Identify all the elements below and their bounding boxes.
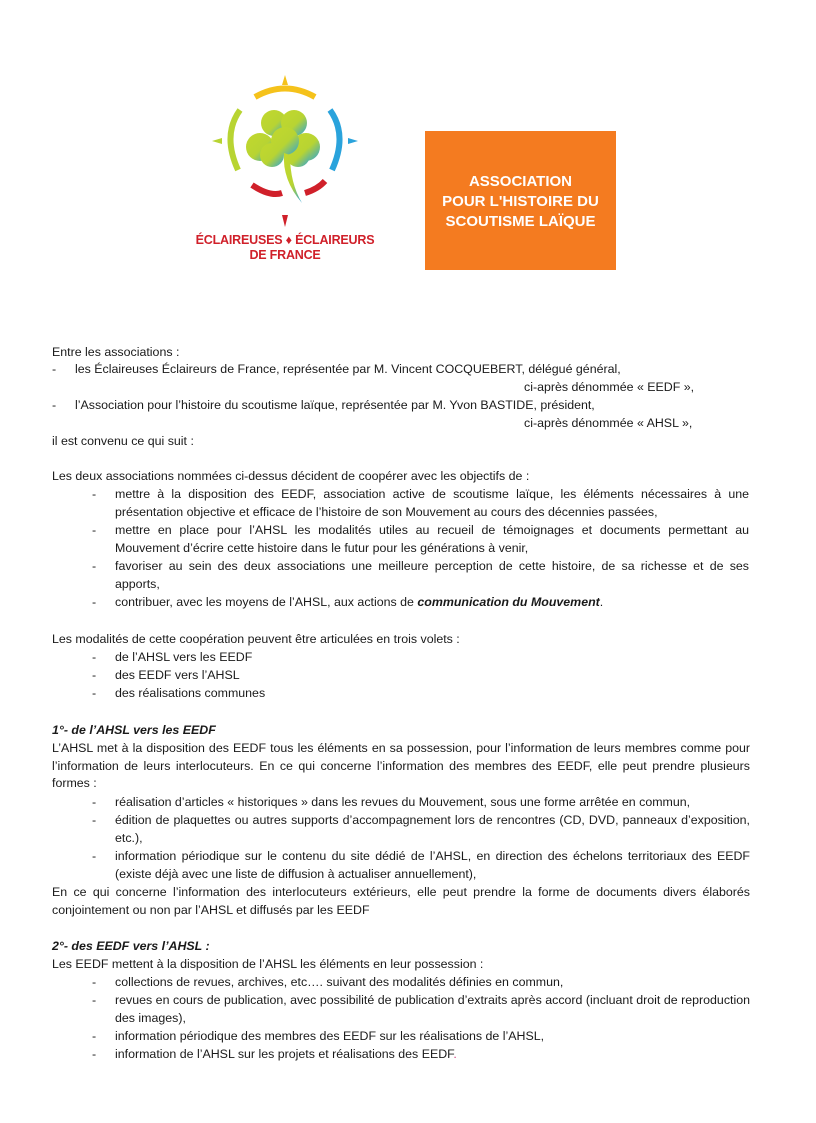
bullet-dash: -	[92, 595, 97, 609]
bullet-dash: -	[92, 650, 97, 664]
bullet-dash: -	[92, 1047, 97, 1061]
bullet-dash: -	[52, 362, 57, 376]
modality-item: des réalisations communes	[115, 686, 266, 700]
bullet-dash: -	[92, 1029, 97, 1043]
section2-last-mark: .	[453, 1047, 457, 1061]
objective-item: mettre à la disposition des EEDF, association active de scoutisme laïque, les éléments nécessaires à une présentation objective et efficace de l’histoire de son Mouvement au cours des décennies passées,	[115, 487, 749, 519]
intro-between: Entre les associations :	[52, 345, 180, 359]
bullet-dash: -	[52, 398, 57, 412]
objectives-lead: Les deux associations nommées ci-dessus décident de coopérer avec les objectifs de :	[52, 469, 530, 483]
objective-item: favoriser au sein des deux associations une meilleure perception de cette histoire, de sa richesse et de ses apports,	[115, 559, 749, 591]
eedf-name-line2: DE FRANCE	[249, 248, 321, 262]
bullet-dash: -	[92, 668, 97, 682]
ahsl-logo	[425, 131, 616, 270]
section1-intro: L’AHSL met à la disposition des EEDF tous les éléments en sa possession, pour l’information de leurs membres comme pour l’information de leurs interlocuteurs. En ce qui concerne l’information des membres des EEDF, elle peut prendre plusieurs formes :	[52, 741, 750, 790]
section2-item: revues en cours de publication, avec possibilité de publication d’extraits après accord (incluant droit de reproduction des images),	[115, 993, 750, 1025]
bullet-dash: -	[92, 559, 97, 573]
ahsl-logo-line3: SCOUTISME LAÏQUE	[445, 212, 596, 230]
bullet-dash: -	[92, 849, 97, 863]
eedf-name-line1: ÉCLAIREUSES ♦ ÉCLAIREURS	[195, 233, 375, 247]
objective-last-suffix: .	[599, 595, 604, 609]
objective-last-prefix: contribuer, avec les moyens de l’AHSL, aux actions de	[115, 595, 418, 609]
bullet-dash: -	[92, 993, 97, 1007]
bullet-dash: -	[92, 523, 97, 537]
party1-alias: ci-après dénommée « EEDF »,	[524, 380, 695, 394]
eedf-name	[190, 233, 380, 263]
modalities-lead: Les modalités de cette coopération peuvent être articulées en trois volets :	[52, 632, 460, 646]
eedf-logo	[190, 75, 380, 275]
section2-item-last	[115, 1046, 457, 1064]
section2-item: collections de revues, archives, etc…. suivant des modalités définies en commun,	[115, 975, 564, 989]
section2-title: 2°- des EEDF vers l’AHSL :	[52, 939, 210, 953]
party2-text: l’Association pour l’histoire du scoutisme laïque, représentée par M. Yvon BASTIDE, président,	[75, 398, 595, 412]
section1-item: réalisation d’articles « historiques » dans les revues du Mouvement, sous une forme arrêtée en commun,	[115, 795, 691, 809]
objective-item: mettre en place pour l’AHSL les modalités utiles au recueil de témoignages et documents permettant au Mouvement d’écrire cette histoire dans le futur pour les générations à venir,	[115, 523, 749, 555]
section2-last-text: information de l’AHSL sur les projets et réalisations des EEDF	[115, 1047, 454, 1061]
bullet-dash: -	[92, 975, 97, 989]
section1-item: édition de plaquettes ou autres supports d’accompagnement lors de rencontres (CD, DVD, panneaux d’exposition, etc.),	[115, 813, 750, 845]
compass-clover-icon	[210, 75, 360, 230]
section1-outro: En ce qui concerne l’information des interlocuteurs extérieurs, elle peut prendre la forme de documents divers élaborés conjointement ou non par l’AHSL et diffusés par les EEDF	[52, 885, 750, 917]
bullet-dash: -	[92, 795, 97, 809]
bullet-dash: -	[92, 813, 97, 827]
modality-item: des EEDF vers l’AHSL	[115, 668, 240, 682]
section2-item: information périodique des membres des EEDF sur les réalisations de l’AHSL,	[115, 1029, 545, 1043]
party1-text: les Éclaireuses Éclaireurs de France, représentée par M. Vincent COCQUEBERT, délégué général,	[75, 362, 621, 376]
modality-item: de l’AHSL vers les EEDF	[115, 650, 253, 664]
ahsl-logo-line1: ASSOCIATION	[468, 172, 573, 190]
party2-alias: ci-après dénommée « AHSL »,	[524, 416, 693, 430]
objective-last-emphasis: communication du Mouvement	[417, 595, 600, 609]
objective-item-communication	[115, 594, 603, 612]
bullet-dash: -	[92, 686, 97, 700]
section1-title: 1°- de l’AHSL vers les EEDF	[52, 723, 216, 737]
intro-agreed: il est convenu ce qui suit :	[52, 434, 194, 448]
section2-intro: Les EEDF mettent à la disposition de l’AHSL les éléments en leur possession :	[52, 957, 484, 971]
section1-item: information périodique sur le contenu du site dédié de l’AHSL, en direction des échelons territoriaux des EEDF (existe déjà avec une liste de diffusion à actualiser annuellement),	[115, 849, 750, 881]
ahsl-logo-line2: POUR L'HISTOIRE DU	[442, 192, 599, 210]
bullet-dash: -	[92, 487, 97, 501]
